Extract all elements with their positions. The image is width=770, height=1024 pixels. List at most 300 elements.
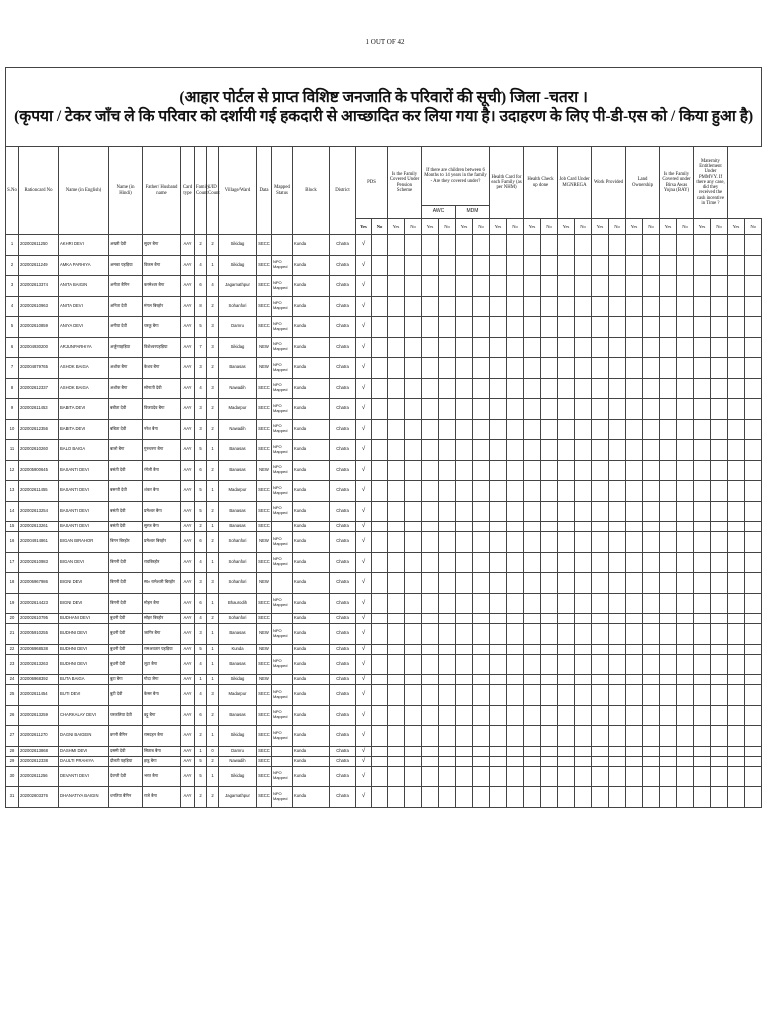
row-village: Sikidag bbox=[219, 337, 257, 358]
row-entitlement-cell bbox=[609, 235, 626, 256]
row-entitlement-cell bbox=[490, 337, 507, 358]
row-entitlement-cell bbox=[745, 317, 762, 338]
row-block: Kunda bbox=[293, 358, 330, 379]
row-name-english: DAGNI BAIGEIN bbox=[59, 726, 109, 747]
row-entitlement-cell bbox=[473, 532, 490, 553]
row-entitlement-cell bbox=[456, 481, 473, 502]
row-uid-count: 2 bbox=[207, 501, 219, 522]
row-entitlement-cell bbox=[626, 317, 643, 338]
row-entitlement-cell bbox=[490, 675, 507, 685]
row-entitlement-cell bbox=[439, 317, 456, 338]
row-father: रावबिरहोर bbox=[143, 552, 181, 573]
row-entitlement-cell bbox=[728, 726, 745, 747]
row-entitlement-cell bbox=[405, 644, 422, 654]
row-entitlement-cell bbox=[541, 532, 558, 553]
row-entitlement-cell bbox=[677, 296, 694, 317]
row-entitlement-cell bbox=[592, 337, 609, 358]
row-entitlement-cell bbox=[388, 337, 405, 358]
row-entitlement-cell bbox=[575, 573, 592, 594]
row-entitlement-cell bbox=[507, 532, 524, 553]
row-entitlement-cell bbox=[626, 532, 643, 553]
row-name-hindi: बबीता देवी bbox=[109, 399, 143, 420]
row-entitlement-cell bbox=[388, 552, 405, 573]
row-village: Bhaurodih bbox=[219, 593, 257, 614]
row-entitlement-cell bbox=[405, 532, 422, 553]
row-entitlement-cell bbox=[490, 624, 507, 645]
row-village: Madarpur bbox=[219, 685, 257, 706]
row-entitlement-cell bbox=[660, 756, 677, 766]
row-entitlement-cell bbox=[422, 552, 439, 573]
row-entitlement-cell bbox=[694, 766, 711, 787]
row-entitlement-cell bbox=[541, 614, 558, 624]
row-entitlement-cell bbox=[592, 419, 609, 440]
row-name-hindi: बालो बैगा bbox=[109, 440, 143, 461]
row-sno: 13 bbox=[6, 481, 19, 502]
row-entitlement-cell bbox=[677, 726, 694, 747]
row-name-hindi: बबिता देवी bbox=[109, 419, 143, 440]
row-name-hindi: दौलती पहड़िया bbox=[109, 756, 143, 766]
row-card-type: AAY bbox=[181, 685, 195, 706]
row-entitlement-cell bbox=[473, 317, 490, 338]
row-mapped-status: NPO Mapped bbox=[272, 317, 293, 338]
row-block: Kunda bbox=[293, 685, 330, 706]
row-district: Chatra bbox=[330, 675, 356, 685]
row-card-type: AAY bbox=[181, 766, 195, 787]
row-uid-count: 2 bbox=[207, 705, 219, 726]
row-name-hindi: अखरी देवी bbox=[109, 235, 143, 256]
row-data: SECC bbox=[257, 276, 272, 297]
row-district: Chatra bbox=[330, 522, 356, 532]
row-entitlement-cell bbox=[660, 726, 677, 747]
row-entitlement-cell bbox=[439, 705, 456, 726]
row-entitlement-cell bbox=[439, 276, 456, 297]
row-father: केसर बैगा bbox=[143, 685, 181, 706]
row-entitlement-cell bbox=[524, 255, 541, 276]
table-title bbox=[6, 68, 762, 147]
row-sno: 6 bbox=[6, 337, 19, 358]
row-entitlement-cell bbox=[541, 746, 558, 756]
row-mapped-status bbox=[272, 644, 293, 654]
row-entitlement-cell bbox=[372, 255, 388, 276]
row-entitlement-cell bbox=[524, 552, 541, 573]
row-entitlement-cell bbox=[745, 419, 762, 440]
row-sno: 3 bbox=[6, 276, 19, 297]
row-entitlement-cell bbox=[558, 317, 575, 338]
row-entitlement-cell bbox=[507, 501, 524, 522]
row-family-count: 3 bbox=[195, 419, 207, 440]
row-block: Kunda bbox=[293, 276, 330, 297]
row-entitlement-cell bbox=[745, 501, 762, 522]
row-entitlement-cell bbox=[422, 675, 439, 685]
row-entitlement-cell bbox=[405, 317, 422, 338]
row-entitlement-cell bbox=[422, 378, 439, 399]
row-block: Kunda bbox=[293, 573, 330, 594]
row-name-english: BUDHNI DEVI bbox=[59, 644, 109, 654]
row-card-type: AAY bbox=[181, 675, 195, 685]
row-mapped-status: NPO Mapped bbox=[272, 532, 293, 553]
table-row bbox=[6, 654, 762, 675]
row-entitlement-cell bbox=[643, 644, 660, 654]
col-card-type: Card type bbox=[181, 147, 195, 235]
row-entitlement-cell bbox=[609, 685, 626, 706]
row-name-english: BASANTI DEVI bbox=[59, 501, 109, 522]
row-entitlement-cell bbox=[422, 756, 439, 766]
row-data: NEW bbox=[257, 460, 272, 481]
row-entitlement-cell bbox=[728, 756, 745, 766]
row-entitlement-cell bbox=[473, 624, 490, 645]
title-line-1: (आहार पोर्टल से प्राप्त विशिष्ट जनजाति के परिवारों की सूची) जिला -चतरा । bbox=[179, 88, 588, 106]
row-entitlement-cell bbox=[643, 337, 660, 358]
row-rationcard: 202002613261 bbox=[19, 522, 59, 532]
row-entitlement-cell bbox=[524, 276, 541, 297]
row-entitlement-cell bbox=[677, 552, 694, 573]
row-entitlement-cell bbox=[660, 593, 677, 614]
row-sno: 15 bbox=[6, 522, 19, 532]
row-entitlement-cell bbox=[372, 746, 388, 756]
row-block: Kunda bbox=[293, 766, 330, 787]
row-entitlement-cell bbox=[728, 685, 745, 706]
row-card-type: AAY bbox=[181, 644, 195, 654]
row-entitlement-cell bbox=[524, 378, 541, 399]
row-entitlement-cell bbox=[422, 337, 439, 358]
row-entitlement-cell bbox=[524, 746, 541, 756]
row-father: मंगल बिरहोर bbox=[143, 296, 181, 317]
row-entitlement-cell bbox=[388, 532, 405, 553]
row-block: Kunda bbox=[293, 337, 330, 358]
row-pds-yes: √ bbox=[356, 235, 372, 256]
row-entitlement-cell bbox=[524, 654, 541, 675]
row-entitlement-cell bbox=[388, 614, 405, 624]
row-block: Kunda bbox=[293, 593, 330, 614]
row-entitlement-cell bbox=[456, 654, 473, 675]
row-entitlement-cell bbox=[609, 276, 626, 297]
row-father: मोहन बैगा bbox=[143, 593, 181, 614]
row-entitlement-cell bbox=[626, 276, 643, 297]
row-uid-count: 2 bbox=[207, 532, 219, 553]
row-entitlement-cell bbox=[388, 726, 405, 747]
row-entitlement-cell bbox=[473, 787, 490, 808]
row-father: भरत बैगा bbox=[143, 766, 181, 787]
row-district: Chatra bbox=[330, 787, 356, 808]
row-entitlement-cell bbox=[422, 624, 439, 645]
row-entitlement-cell bbox=[524, 419, 541, 440]
row-entitlement-cell bbox=[541, 399, 558, 420]
row-mapped-status bbox=[272, 614, 293, 624]
table-row bbox=[6, 614, 762, 624]
row-entitlement-cell bbox=[372, 532, 388, 553]
row-entitlement-cell bbox=[609, 593, 626, 614]
row-entitlement-cell bbox=[745, 624, 762, 645]
row-rationcard: 202004930200 bbox=[19, 337, 59, 358]
row-pds-yes: √ bbox=[356, 675, 372, 685]
row-data: SECC bbox=[257, 501, 272, 522]
row-entitlement-cell bbox=[473, 255, 490, 276]
row-entitlement-cell bbox=[745, 460, 762, 481]
table-row bbox=[6, 378, 762, 399]
row-district: Chatra bbox=[330, 481, 356, 502]
row-entitlement-cell bbox=[507, 593, 524, 614]
row-entitlement-cell bbox=[694, 726, 711, 747]
row-district: Chatra bbox=[330, 756, 356, 766]
no-label: No bbox=[541, 219, 558, 235]
row-data: NEW bbox=[257, 532, 272, 553]
row-pds-yes: √ bbox=[356, 419, 372, 440]
row-father: सुदन बैगा bbox=[143, 235, 181, 256]
row-family-count: 6 bbox=[195, 705, 207, 726]
row-entitlement-cell bbox=[643, 573, 660, 594]
row-mapped-status: NPO Mapped bbox=[272, 705, 293, 726]
row-data: SECC bbox=[257, 317, 272, 338]
row-name-english: ASHOK BAIGA bbox=[59, 378, 109, 399]
row-name-hindi: अशोक बैगा bbox=[109, 358, 143, 379]
row-block: Kunda bbox=[293, 624, 330, 645]
row-entitlement-cell bbox=[439, 358, 456, 379]
row-entitlement-cell bbox=[456, 746, 473, 756]
table-row bbox=[6, 766, 762, 787]
row-entitlement-cell bbox=[490, 787, 507, 808]
row-family-count: 1 bbox=[195, 675, 207, 685]
row-entitlement-cell bbox=[626, 573, 643, 594]
row-entitlement-cell bbox=[745, 276, 762, 297]
row-sno: 12 bbox=[6, 460, 19, 481]
row-entitlement-cell bbox=[745, 593, 762, 614]
row-family-count: 4 bbox=[195, 654, 207, 675]
row-village: Sikidag bbox=[219, 675, 257, 685]
row-entitlement-cell bbox=[388, 255, 405, 276]
row-entitlement-cell bbox=[507, 378, 524, 399]
row-entitlement-cell bbox=[372, 419, 388, 440]
row-entitlement-cell bbox=[609, 644, 626, 654]
row-uid-count: 1 bbox=[207, 593, 219, 614]
table-row bbox=[6, 276, 762, 297]
row-block: Kunda bbox=[293, 552, 330, 573]
row-rationcard: 202002612338 bbox=[19, 756, 59, 766]
row-entitlement-cell bbox=[711, 419, 728, 440]
table-row bbox=[6, 358, 762, 379]
row-entitlement-cell bbox=[456, 644, 473, 654]
row-name-english: BIGAN BIRAHOR bbox=[59, 532, 109, 553]
row-pds-yes: √ bbox=[356, 358, 372, 379]
row-entitlement-cell bbox=[456, 255, 473, 276]
row-entitlement-cell bbox=[728, 522, 745, 532]
row-entitlement-cell bbox=[660, 276, 677, 297]
row-family-count: 2 bbox=[195, 235, 207, 256]
row-entitlement-cell bbox=[507, 654, 524, 675]
row-entitlement-cell bbox=[405, 481, 422, 502]
row-mapped-status: NPO Mapped bbox=[272, 460, 293, 481]
row-entitlement-cell bbox=[711, 337, 728, 358]
row-uid-count: 1 bbox=[207, 481, 219, 502]
row-entitlement-cell bbox=[677, 654, 694, 675]
row-block: Kunda bbox=[293, 235, 330, 256]
yes-label: Yes bbox=[356, 219, 372, 235]
row-card-type: AAY bbox=[181, 276, 195, 297]
row-entitlement-cell bbox=[490, 317, 507, 338]
row-card-type: AAY bbox=[181, 624, 195, 645]
row-father: विशेश्वरपहड़िया bbox=[143, 337, 181, 358]
row-entitlement-cell bbox=[745, 255, 762, 276]
no-label: No bbox=[609, 219, 626, 235]
row-entitlement-cell bbox=[524, 399, 541, 420]
row-entitlement-cell bbox=[388, 481, 405, 502]
row-entitlement-cell bbox=[694, 358, 711, 379]
row-entitlement-cell bbox=[456, 296, 473, 317]
row-entitlement-cell bbox=[660, 787, 677, 808]
row-rationcard: 202002611455 bbox=[19, 481, 59, 502]
yes-label: Yes bbox=[490, 219, 507, 235]
row-village: Sohanfori bbox=[219, 552, 257, 573]
row-entitlement-cell bbox=[558, 296, 575, 317]
row-entitlement-cell bbox=[541, 460, 558, 481]
row-entitlement-cell bbox=[439, 787, 456, 808]
row-village: Sohanfori bbox=[219, 296, 257, 317]
row-rationcard: 202002611249 bbox=[19, 255, 59, 276]
row-card-type: AAY bbox=[181, 235, 195, 256]
row-rationcard: 202005910255 bbox=[19, 624, 59, 645]
row-entitlement-cell bbox=[626, 644, 643, 654]
row-entitlement-cell bbox=[643, 614, 660, 624]
row-entitlement-cell bbox=[541, 440, 558, 461]
row-card-type: AAY bbox=[181, 358, 195, 379]
row-entitlement-cell bbox=[422, 573, 439, 594]
col-sno: S.No bbox=[6, 147, 19, 235]
row-entitlement-cell bbox=[592, 787, 609, 808]
row-entitlement-cell bbox=[388, 685, 405, 706]
row-entitlement-cell bbox=[405, 593, 422, 614]
row-entitlement-cell bbox=[405, 756, 422, 766]
row-entitlement-cell bbox=[524, 522, 541, 532]
row-pds-yes: √ bbox=[356, 573, 372, 594]
row-entitlement-cell bbox=[388, 705, 405, 726]
row-entitlement-cell bbox=[711, 522, 728, 532]
row-sno: 28 bbox=[6, 746, 19, 756]
row-entitlement-cell bbox=[558, 624, 575, 645]
row-entitlement-cell bbox=[575, 766, 592, 787]
row-entitlement-cell bbox=[422, 481, 439, 502]
row-name-english: BIGNI DEVI bbox=[59, 573, 109, 594]
row-entitlement-cell bbox=[711, 276, 728, 297]
row-entitlement-cell bbox=[592, 440, 609, 461]
row-entitlement-cell bbox=[677, 317, 694, 338]
row-entitlement-cell bbox=[372, 552, 388, 573]
row-entitlement-cell bbox=[728, 296, 745, 317]
row-entitlement-cell bbox=[626, 337, 643, 358]
row-village: Jagarnathpur bbox=[219, 787, 257, 808]
row-entitlement-cell bbox=[711, 746, 728, 756]
row-father: करमेश्वर बैगा bbox=[143, 276, 181, 297]
row-entitlement-cell bbox=[507, 460, 524, 481]
row-entitlement-cell bbox=[660, 766, 677, 787]
row-name-english: AKHRI DEVI bbox=[59, 235, 109, 256]
row-sno: 19 bbox=[6, 593, 19, 614]
row-entitlement-cell bbox=[422, 460, 439, 481]
row-block: Kunda bbox=[293, 522, 330, 532]
row-rationcard: 202002611270 bbox=[19, 726, 59, 747]
row-entitlement-cell bbox=[558, 522, 575, 532]
row-village: Banasas bbox=[219, 522, 257, 532]
row-entitlement-cell bbox=[473, 746, 490, 756]
row-district: Chatra bbox=[330, 440, 356, 461]
row-sno: 24 bbox=[6, 675, 19, 685]
row-rationcard: 202002610983 bbox=[19, 552, 59, 573]
row-entitlement-cell bbox=[405, 654, 422, 675]
row-district: Chatra bbox=[330, 399, 356, 420]
row-entitlement-cell bbox=[490, 399, 507, 420]
row-entitlement-cell bbox=[490, 746, 507, 756]
row-sno: 4 bbox=[6, 296, 19, 317]
row-sno: 22 bbox=[6, 644, 19, 654]
row-block: Kunda bbox=[293, 419, 330, 440]
row-entitlement-cell bbox=[677, 787, 694, 808]
row-entitlement-cell bbox=[405, 440, 422, 461]
row-family-count: 1 bbox=[195, 746, 207, 756]
row-entitlement-cell bbox=[456, 378, 473, 399]
row-district: Chatra bbox=[330, 624, 356, 645]
row-uid-count: 1 bbox=[207, 654, 219, 675]
row-name-hindi: चरकलिया देवी bbox=[109, 705, 143, 726]
row-entitlement-cell bbox=[626, 235, 643, 256]
row-name-hindi: डगनी बैगिन bbox=[109, 726, 143, 747]
row-entitlement-cell bbox=[745, 296, 762, 317]
row-entitlement-cell bbox=[456, 399, 473, 420]
row-name-english: DHANATIYA BAIGIN bbox=[59, 787, 109, 808]
row-card-type: AAY bbox=[181, 501, 195, 522]
row-entitlement-cell bbox=[541, 358, 558, 379]
row-entitlement-cell bbox=[558, 756, 575, 766]
row-entitlement-cell bbox=[694, 522, 711, 532]
row-entitlement-cell bbox=[575, 675, 592, 685]
row-entitlement-cell bbox=[660, 644, 677, 654]
row-entitlement-cell bbox=[643, 255, 660, 276]
row-entitlement-cell bbox=[609, 255, 626, 276]
row-entitlement-cell bbox=[524, 460, 541, 481]
row-entitlement-cell bbox=[473, 552, 490, 573]
row-entitlement-cell bbox=[626, 501, 643, 522]
row-entitlement-cell bbox=[711, 501, 728, 522]
row-entitlement-cell bbox=[507, 296, 524, 317]
row-entitlement-cell bbox=[490, 685, 507, 706]
row-entitlement-cell bbox=[745, 787, 762, 808]
col-father: Father/ Husband name bbox=[143, 147, 181, 235]
row-name-hindi: अशोक बैगा bbox=[109, 378, 143, 399]
row-entitlement-cell bbox=[558, 675, 575, 685]
row-entitlement-cell bbox=[422, 419, 439, 440]
row-entitlement-cell bbox=[745, 685, 762, 706]
row-entitlement-cell bbox=[660, 399, 677, 420]
col-bay: Is the Family Covered under Birsa Awas Yojna (BAY) bbox=[660, 147, 694, 219]
row-name-hindi: बसंती देवी bbox=[109, 460, 143, 481]
row-card-type: AAY bbox=[181, 593, 195, 614]
row-uid-count: 1 bbox=[207, 644, 219, 654]
row-entitlement-cell bbox=[524, 296, 541, 317]
row-card-type: AAY bbox=[181, 756, 195, 766]
row-entitlement-cell bbox=[660, 255, 677, 276]
row-entitlement-cell bbox=[745, 756, 762, 766]
row-entitlement-cell bbox=[541, 654, 558, 675]
row-entitlement-cell bbox=[609, 378, 626, 399]
row-entitlement-cell bbox=[694, 337, 711, 358]
row-entitlement-cell bbox=[643, 501, 660, 522]
row-name-english: ANITA BAIGIN bbox=[59, 276, 109, 297]
row-district: Chatra bbox=[330, 419, 356, 440]
row-entitlement-cell bbox=[456, 235, 473, 256]
row-entitlement-cell bbox=[558, 481, 575, 502]
row-entitlement-cell bbox=[507, 573, 524, 594]
row-entitlement-cell bbox=[575, 337, 592, 358]
row-uid-count: 3 bbox=[207, 378, 219, 399]
row-entitlement-cell bbox=[490, 705, 507, 726]
row-entitlement-cell bbox=[439, 419, 456, 440]
